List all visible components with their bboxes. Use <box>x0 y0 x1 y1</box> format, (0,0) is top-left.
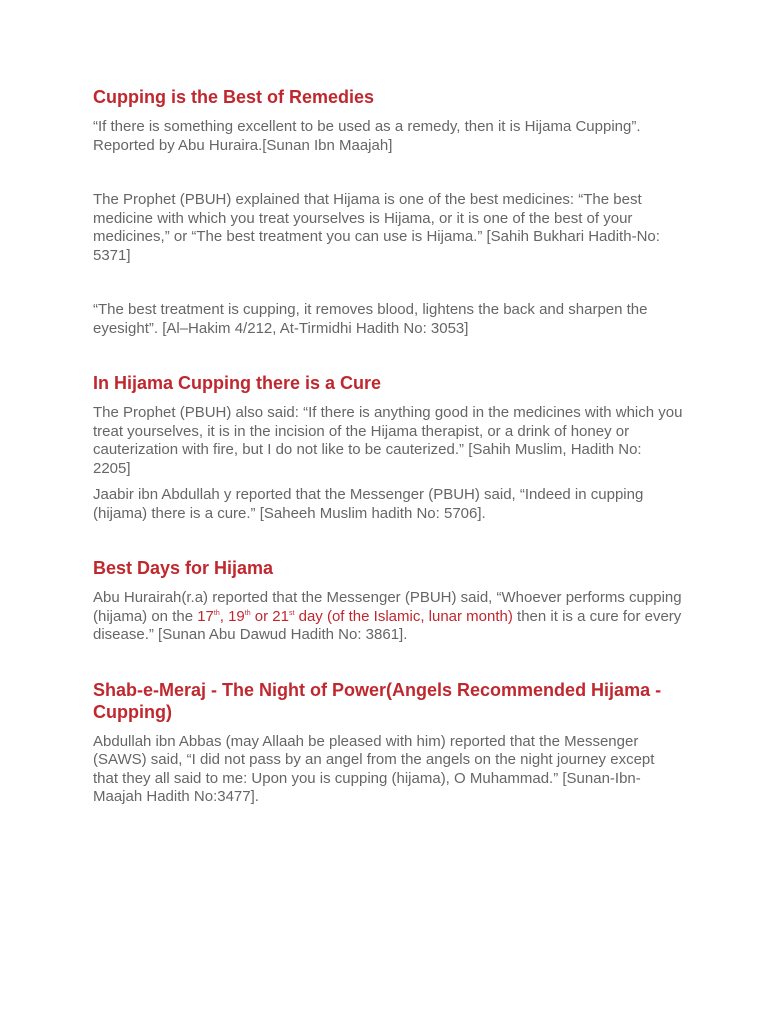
quote-remedy <box>93 118 683 155</box>
paragraph-abdullah-ibn-abbas: Abdullah ibn Abbas (may Allaah be pleased with him) reported that the Messenger (SAWS) said, “I did not pass by an angel from the angels on the night journey except that they all said to me: Upon you is cupping (hijama), O Muhammad.” [Sunan-Ibn-Maajah Hadith No:3477]. <box>93 732 655 805</box>
section-heading-shab-e-meraj: Shab-e-Meraj - The Night of Power(Angels Recommended Hijama - Cupping) <box>93 679 662 722</box>
paragraph-best-days <box>93 589 683 645</box>
best-days-text-end: then it is a cure for every disease.” [Sunan Abu Dawud Hadith No: 3861]. <box>93 607 682 643</box>
quote-remedy-text: “If there is something excellent to be used as a remedy, then it is Hijama Cupping”. <box>93 118 641 135</box>
day-21-suffix: st <box>288 609 295 617</box>
paragraph-best-treatment: “The best treatment is cupping, it removes blood, lightens the back and sharpen the eyesight”. [Al–Hakim 4/212, At-Tirmidhi Hadith No: 3053] <box>93 301 648 337</box>
day-19-suffix: th <box>244 609 251 617</box>
paragraph-best-medicines: The Prophet (PBUH) explained that Hijama is one of the best medicines: “The best medicine with which you treat yourselves is Hijama, or it is one of the best of your medicines,” or “The best treatment you can use is Hijama.” [Sahih Bukhari Hadith-No: 5371] <box>93 191 660 264</box>
day-19: , 19 <box>219 607 245 625</box>
section-heading-best-remedies: Cupping is the Best of Remedies <box>93 87 375 107</box>
day-17-suffix: th <box>213 609 220 617</box>
document-content <box>93 86 683 807</box>
paragraph-jaabir: Jaabir ibn Abdullah y reported that the Messenger (PBUH) said, “Indeed in cupping (hijama) there is a cure.” [Saheeh Muslim hadith No: 5706]. <box>93 486 644 522</box>
lunar-month-text: day (of the Islamic, lunar month) <box>294 607 513 625</box>
best-days-dates <box>197 608 513 625</box>
day-17: 17 <box>197 607 214 625</box>
best-days-text-start: Abu Hurairah(r.a) reported that the Messenger (PBUH) said, “Whoever performs cupping (hijama) on the <box>93 589 682 625</box>
quote-remedy-source: Reported by Abu Huraira.[Sunan Ibn Maajah] <box>93 136 393 154</box>
section-heading-best-days: Best Days for Hijama <box>93 558 274 578</box>
day-21: or 21 <box>250 607 289 625</box>
paragraph-medicines-good: The Prophet (PBUH) also said: “If there is anything good in the medicines with which you treat yourselves, it is in the incision of the Hijama therapist, or a drink of honey or cauterization with fire, but I do not like to be cauterized.” [Sahih Muslim, Hadith No: 2205] <box>93 404 683 477</box>
section-heading-cure: In Hijama Cupping there is a Cure <box>93 373 382 393</box>
